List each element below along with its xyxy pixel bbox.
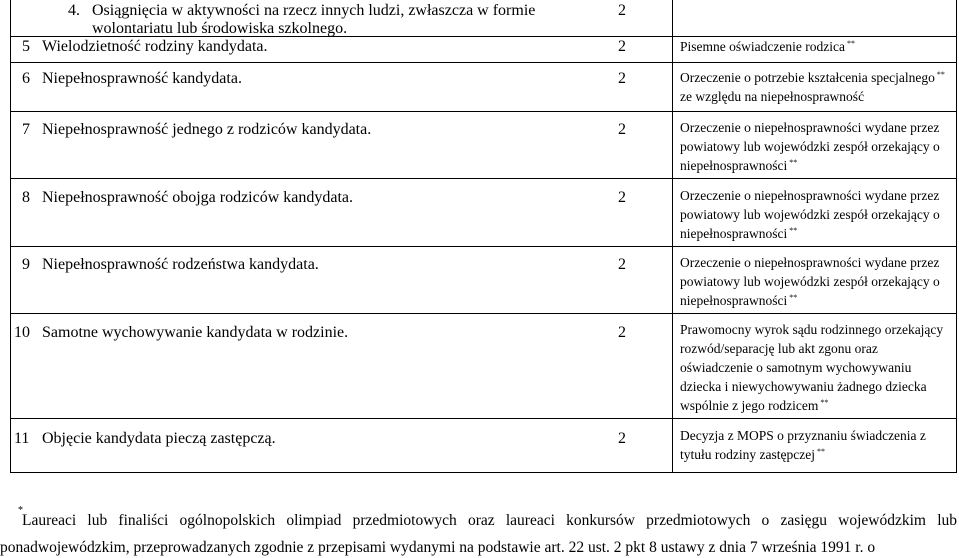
document-text: Prawomocny wyrok sądu rodzinnego orzekający bbox=[680, 322, 944, 337]
points-value: 2 bbox=[618, 2, 626, 19]
double-asterisk-mark: ** bbox=[789, 292, 798, 302]
row-number: 7 bbox=[22, 121, 30, 138]
row-divider bbox=[10, 111, 957, 112]
points-value: 2 bbox=[618, 121, 626, 138]
document-text: tytułu rodziny zastępczej ** bbox=[680, 446, 825, 462]
table-border-left bbox=[10, 0, 11, 473]
footnote-line: Laureaci lub finaliści ogólnopolskich olimpiad przedmiotowych oraz laureaci konkursów przedmiotowych o zasięgu wojewódzkim lub bbox=[22, 512, 957, 529]
criterion-text: Niepełnosprawność obojga rodziców kandydata. bbox=[42, 189, 354, 206]
document-text: powiatowy lub wojewódzki zespół orzekający o bbox=[680, 274, 940, 289]
row-number: 8 bbox=[22, 189, 30, 206]
document-text: niepełnosprawności ** bbox=[680, 292, 798, 308]
double-asterisk-mark: ** bbox=[789, 157, 798, 167]
criterion-text: Niepełnosprawność rodzeństwa kandydata. bbox=[42, 256, 319, 273]
document-text: Orzeczenie o potrzebie kształcenia specjalnego ** bbox=[680, 69, 945, 85]
criterion-text: wolontariatu lub środowiska szkolnego. bbox=[92, 20, 348, 37]
row-number: 4. bbox=[68, 2, 80, 19]
document-text: niepełnosprawności ** bbox=[680, 157, 798, 173]
row-divider bbox=[10, 246, 957, 247]
document-text: ze względu na niepełnosprawność bbox=[680, 89, 865, 104]
double-asterisk-mark: ** bbox=[936, 69, 945, 79]
document-text: Orzeczenie o niepełnosprawności wydane przez bbox=[680, 120, 940, 135]
footnote-line: ponadwojewódzkim, przeprowadzanych zgodnie z przepisami wydanymi na podstawie art. 22 ust. 2 pkt 8 ustawy z dnia 7 września 1991 r. o bbox=[0, 539, 876, 556]
row-divider bbox=[10, 313, 957, 314]
criterion-text: Osiągnięcia w aktywności na rzecz innych ludzi, zwłaszcza w formie bbox=[92, 2, 536, 19]
document-text: Orzeczenie o niepełnosprawności wydane przez bbox=[680, 255, 940, 270]
double-asterisk-mark: ** bbox=[816, 446, 825, 456]
row-number: 6 bbox=[22, 70, 30, 87]
column-divider-documents bbox=[672, 0, 673, 473]
double-asterisk-mark: ** bbox=[846, 38, 855, 48]
document-text: oświadczenie o samotnym wychowywaniu bbox=[680, 360, 912, 375]
points-value: 2 bbox=[618, 189, 626, 206]
document-text: powiatowy lub wojewódzki zespół orzekający o bbox=[680, 139, 940, 154]
criterion-text: Niepełnosprawność jednego z rodziców kandydata. bbox=[42, 121, 372, 138]
row-divider bbox=[10, 418, 957, 419]
points-value: 2 bbox=[618, 70, 626, 87]
row-divider bbox=[10, 178, 957, 179]
document-text: rozwód/separację lub akt zgonu oraz bbox=[680, 341, 878, 356]
document-text: Decyzja z MOPS o przyznaniu świadczenia z bbox=[680, 428, 926, 443]
table-border-bottom bbox=[10, 472, 957, 473]
row-number: 5 bbox=[22, 38, 30, 55]
document-text: dziecka i niewychowywaniu żadnego dziecka bbox=[680, 379, 927, 394]
double-asterisk-mark: ** bbox=[789, 225, 798, 235]
row-number: 9 bbox=[22, 256, 30, 273]
points-value: 2 bbox=[618, 256, 626, 273]
points-value: 2 bbox=[618, 430, 626, 447]
criterion-text: Wielodzietność rodziny kandydata. bbox=[42, 38, 268, 55]
document-text: niepełnosprawności ** bbox=[680, 225, 798, 241]
footnote-asterisk-mark: * bbox=[18, 505, 23, 516]
document-text: Pisemne oświadczenie rodzica ** bbox=[680, 38, 855, 54]
points-value: 2 bbox=[618, 38, 626, 55]
row-divider bbox=[10, 62, 957, 63]
row-number: 11 bbox=[14, 430, 30, 447]
criterion-text: Objęcie kandydata pieczą zastępczą. bbox=[42, 430, 276, 447]
double-asterisk-mark: ** bbox=[820, 397, 829, 407]
table-border-right bbox=[956, 0, 957, 473]
criterion-text: Samotne wychowywanie kandydata w rodzinie. bbox=[42, 324, 349, 341]
points-value: 2 bbox=[618, 324, 626, 341]
document-text: wspólnie z jego rodzicem ** bbox=[680, 397, 829, 413]
row-number: 10 bbox=[14, 324, 30, 341]
document-text: Orzeczenie o niepełnosprawności wydane przez bbox=[680, 188, 940, 203]
document-text: powiatowy lub wojewódzki zespół orzekający o bbox=[680, 207, 940, 222]
criterion-text: Niepełnosprawność kandydata. bbox=[42, 70, 242, 87]
